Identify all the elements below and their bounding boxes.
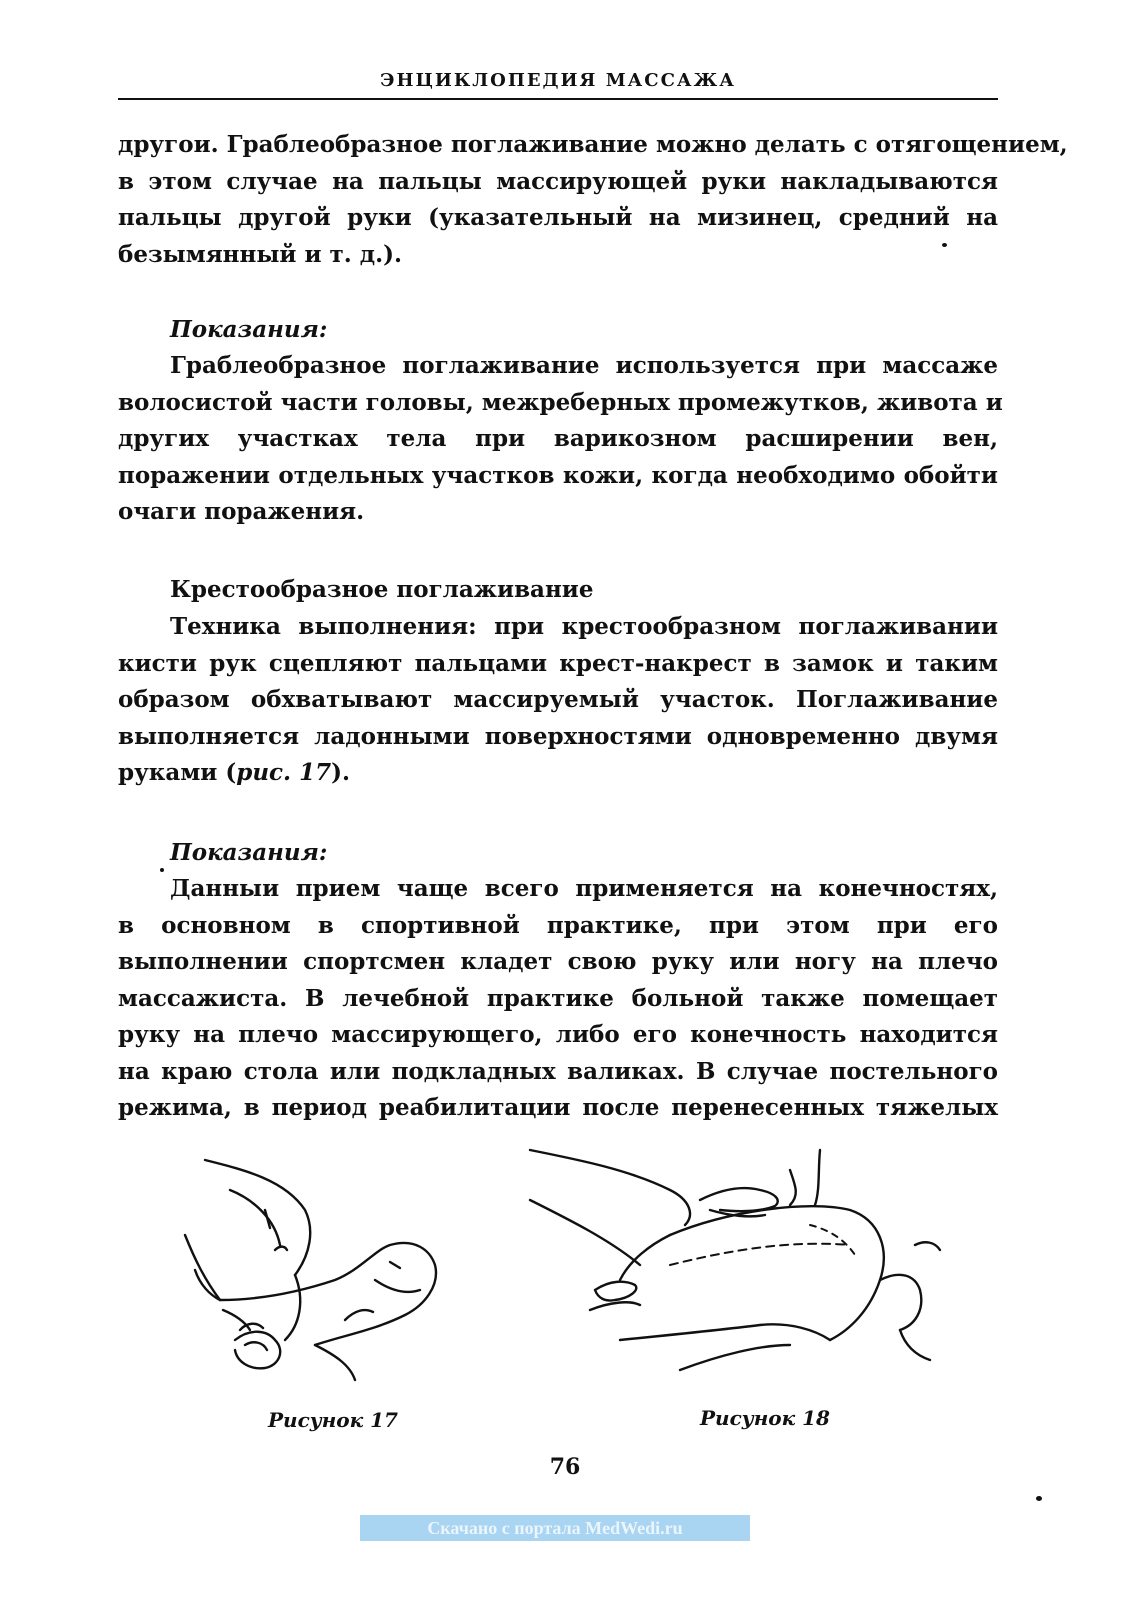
header-rule — [118, 98, 998, 100]
paragraph-cross-stroking — [118, 609, 998, 792]
text-fragment: ). — [331, 759, 350, 786]
section-heading-cross-stroking: Крестообразное поглаживание — [170, 576, 594, 603]
text-line: выполняется ладонными поверхностями одновременно двумя — [118, 722, 998, 750]
text-line: в основном в спортивной практике, при этом при его — [118, 911, 998, 939]
text-line-with-figure-ref — [118, 755, 998, 792]
paragraph-indications-rake — [118, 348, 1003, 531]
text-line: режима, в период реабилитации после перенесенных тяжелых — [118, 1094, 998, 1121]
text-line: безымянный и т. д.). — [118, 240, 403, 268]
text-line: других участках тела при варикозном расширении вен, — [118, 425, 998, 452]
text-line: Техника выполнения: при крестообразном поглаживании — [170, 613, 998, 640]
paragraph-indications-cross — [118, 871, 998, 1127]
text-line: Данныи прием чаще всего применяется на конечностях, — [170, 875, 998, 902]
text-fragment: руками ( — [118, 759, 237, 786]
figure-17-caption: Рисунок 17 — [268, 1408, 398, 1432]
download-watermark: Скачано с портала MedWedi.ru — [360, 1515, 750, 1541]
figure-17-illustration — [175, 1150, 475, 1390]
print-speck — [942, 243, 947, 247]
indications-heading: Показания: — [170, 316, 328, 343]
figure-18-illustration — [520, 1140, 960, 1390]
text-line: Граблеобразное поглаживание используется при массаже — [170, 352, 998, 379]
paragraph-rake-stroking-weighted — [118, 127, 1068, 273]
running-header: ЭНЦИКЛОПЕДИЯ МАССАЖА — [380, 70, 736, 91]
text-line: поражении отдельных участков кожи, когда необходимо обойти — [118, 461, 998, 489]
figure-reference: рис. 17 — [236, 759, 332, 786]
text-line: другои. Граблеобразное поглаживание можно делать с отягощением, — [118, 131, 1068, 158]
figure-18-caption: Рисунок 18 — [700, 1406, 830, 1430]
text-line: выполнении спортсмен кладет свою руку или ногу на плечо — [118, 948, 998, 975]
text-line: в этом случае на пальцы массирующей руки накладываются — [118, 167, 998, 195]
page-number: 76 — [549, 1454, 581, 1480]
text-line: пальцы другой руки (указательный на мизинец, средний на — [118, 204, 998, 231]
text-line: на краю стола или подкладных валиках. В случае постельного — [118, 1057, 998, 1085]
text-line: образом обхватывают массируемый участок. Поглаживание — [118, 686, 998, 713]
text-line: кисти рук сцепляют пальцами крест-накрест в замок и таким — [118, 649, 998, 677]
text-line: очаги поражения. — [118, 498, 365, 525]
text-line: массажиста. В лечебной практике больной также помещает — [118, 984, 998, 1012]
print-speck — [1036, 1496, 1042, 1501]
indications-heading: Показания: — [170, 839, 328, 866]
text-line: волосистой части головы, межреберных промежутков, живота и — [118, 388, 1003, 416]
text-line: руку на плечо массирующего, либо его конечность находится — [118, 1021, 998, 1048]
